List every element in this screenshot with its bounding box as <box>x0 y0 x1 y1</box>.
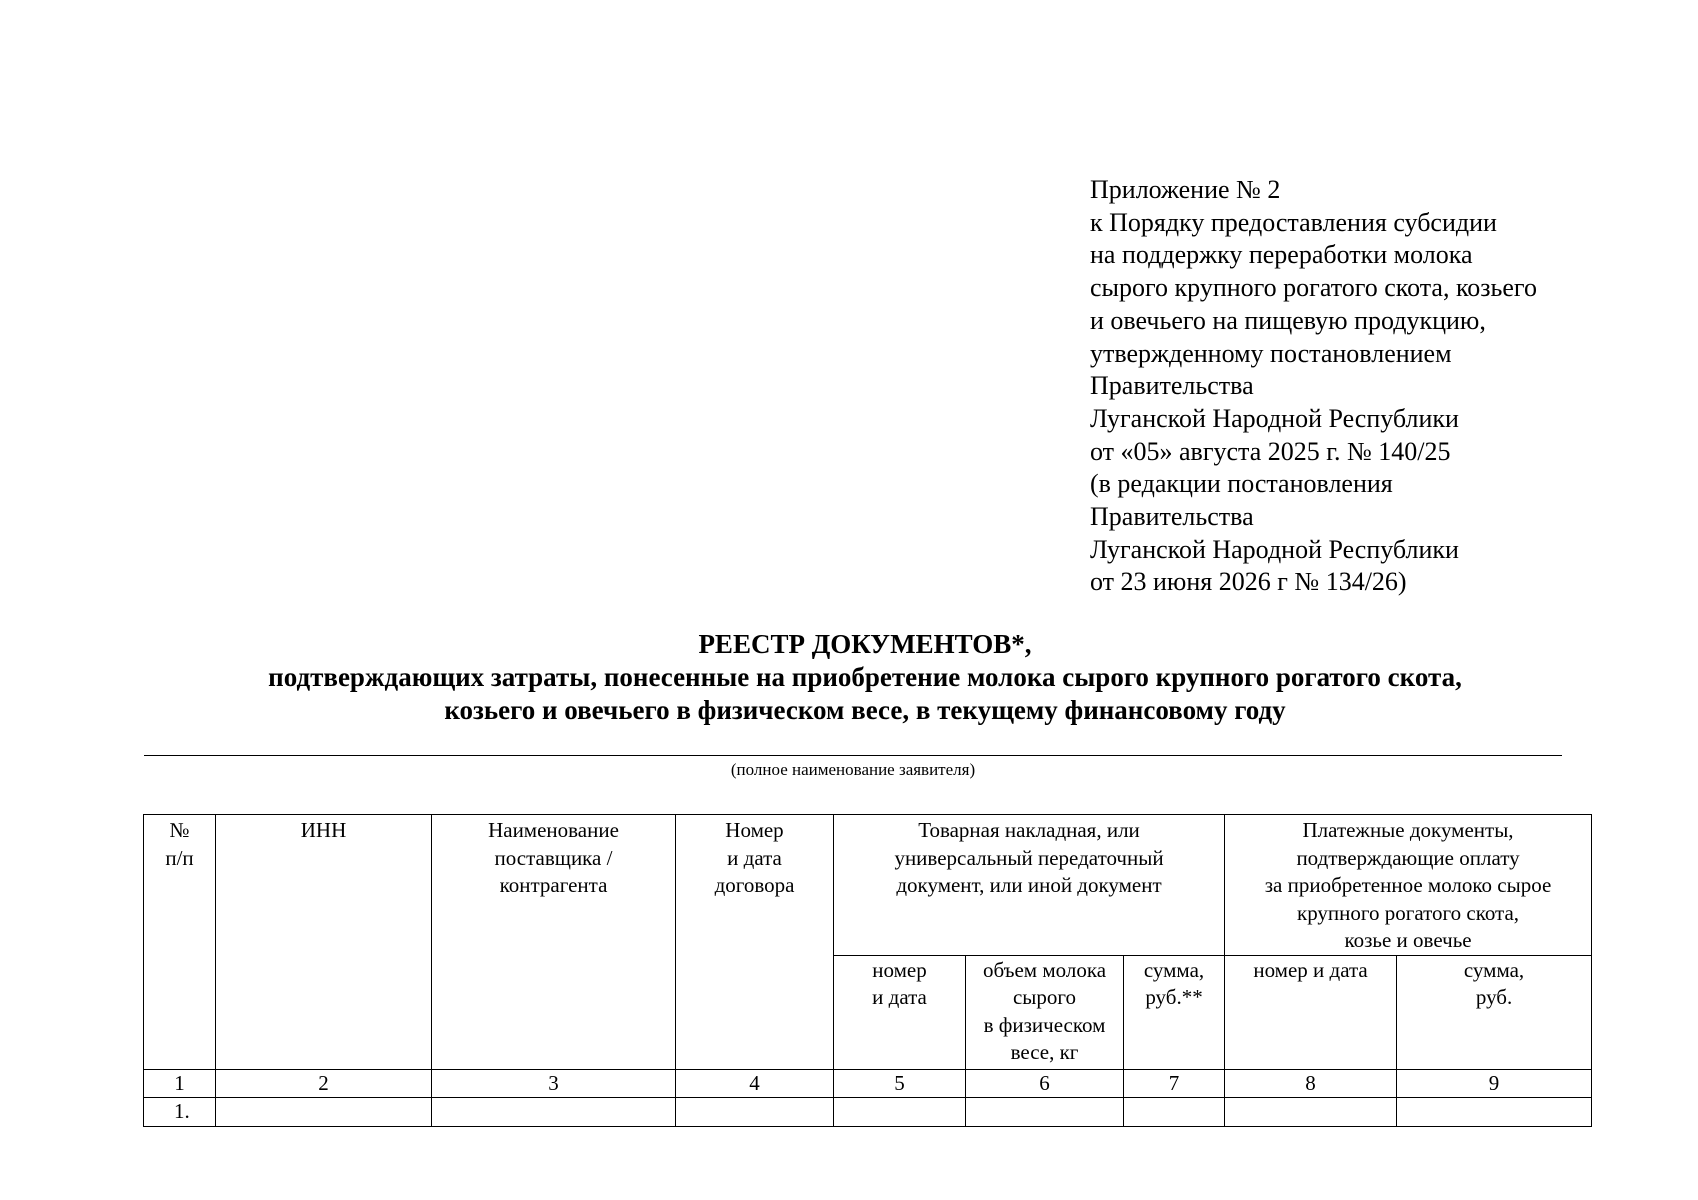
document-title <box>130 628 1600 727</box>
header-supplier: Наименование поставщика / контрагента <box>432 815 676 1070</box>
appendix-line: от 23 июня 2026 г № 134/26) <box>1090 567 1407 597</box>
cell-payment-sum <box>1397 1098 1592 1127</box>
registry-table <box>143 814 1592 1127</box>
applicant-name-line <box>144 755 1562 756</box>
cell-inn <box>216 1098 432 1127</box>
column-number: 5 <box>834 1069 966 1098</box>
header-payment-group: Платежные документы, подтверждающие оплату за приобретенное молоко сырое крупного рогатого скота, козье и овечье <box>1225 815 1592 956</box>
column-number: 1 <box>144 1069 216 1098</box>
appendix-line: и овечьего на пищевую продукцию, <box>1090 305 1486 335</box>
column-number: 4 <box>676 1069 834 1098</box>
header-invoice-number: номер и дата <box>834 955 966 1069</box>
appendix-line: Правительства <box>1090 371 1254 401</box>
column-number: 8 <box>1225 1069 1397 1098</box>
header-payment-number: номер и дата <box>1225 955 1397 1069</box>
column-number: 7 <box>1124 1069 1225 1098</box>
header-inn: ИНН <box>216 815 432 1070</box>
cell-contract <box>676 1098 834 1127</box>
column-numbers-row <box>144 1069 1592 1098</box>
column-number: 2 <box>216 1069 432 1098</box>
column-number: 6 <box>966 1069 1124 1098</box>
column-number: 9 <box>1397 1069 1592 1098</box>
appendix-line: (в редакции постановления <box>1090 469 1393 499</box>
appendix-line: Луганской Народной Республики <box>1090 403 1459 433</box>
column-number: 3 <box>432 1069 676 1098</box>
header-num: № п/п <box>144 815 216 1070</box>
appendix-line: Приложение № 2 <box>1090 175 1281 204</box>
appendix-line: от «05» августа 2025 г. № 140/25 <box>1090 436 1451 466</box>
title-line-2: подтверждающих затраты, понесенные на приобретение молока сырого крупного рогатого скота, <box>268 662 1462 692</box>
title-line-3: козьего и овечьего в физическом весе, в текущему финансовому году <box>444 695 1286 725</box>
appendix-line: на поддержку переработки молока <box>1090 240 1473 270</box>
appendix-line: утвержденному постановлением <box>1090 338 1452 368</box>
header-invoice-group: Товарная накладная, или универсальный передаточный документ, или иной документ <box>834 815 1225 956</box>
row-number: 1. <box>144 1098 216 1127</box>
appendix-line: к Порядку предоставления субсидии <box>1090 207 1497 237</box>
header-contract: Номер и дата договора <box>676 815 834 1070</box>
cell-supplier <box>432 1098 676 1127</box>
cell-payment-number <box>1225 1098 1397 1127</box>
appendix-line: Луганской Народной Республики <box>1090 534 1459 564</box>
header-invoice-sum: сумма, руб.** <box>1124 955 1225 1069</box>
appendix-block <box>1090 174 1650 599</box>
title-line-1: РЕЕСТР ДОКУМЕНТОВ*, <box>698 629 1032 659</box>
appendix-line: Правительства <box>1090 502 1254 532</box>
table-row <box>144 1098 1592 1127</box>
cell-invoice-sum <box>1124 1098 1225 1127</box>
cell-invoice-number <box>834 1098 966 1127</box>
appendix-line: сырого крупного рогатого скота, козьего <box>1090 273 1537 303</box>
header-payment-sum: сумма, руб. <box>1397 955 1592 1069</box>
applicant-caption: (полное наименование заявителя) <box>730 760 976 779</box>
header-invoice-volume: объем молока сырого в физическом весе, кг <box>966 955 1124 1069</box>
cell-invoice-volume <box>966 1098 1124 1127</box>
